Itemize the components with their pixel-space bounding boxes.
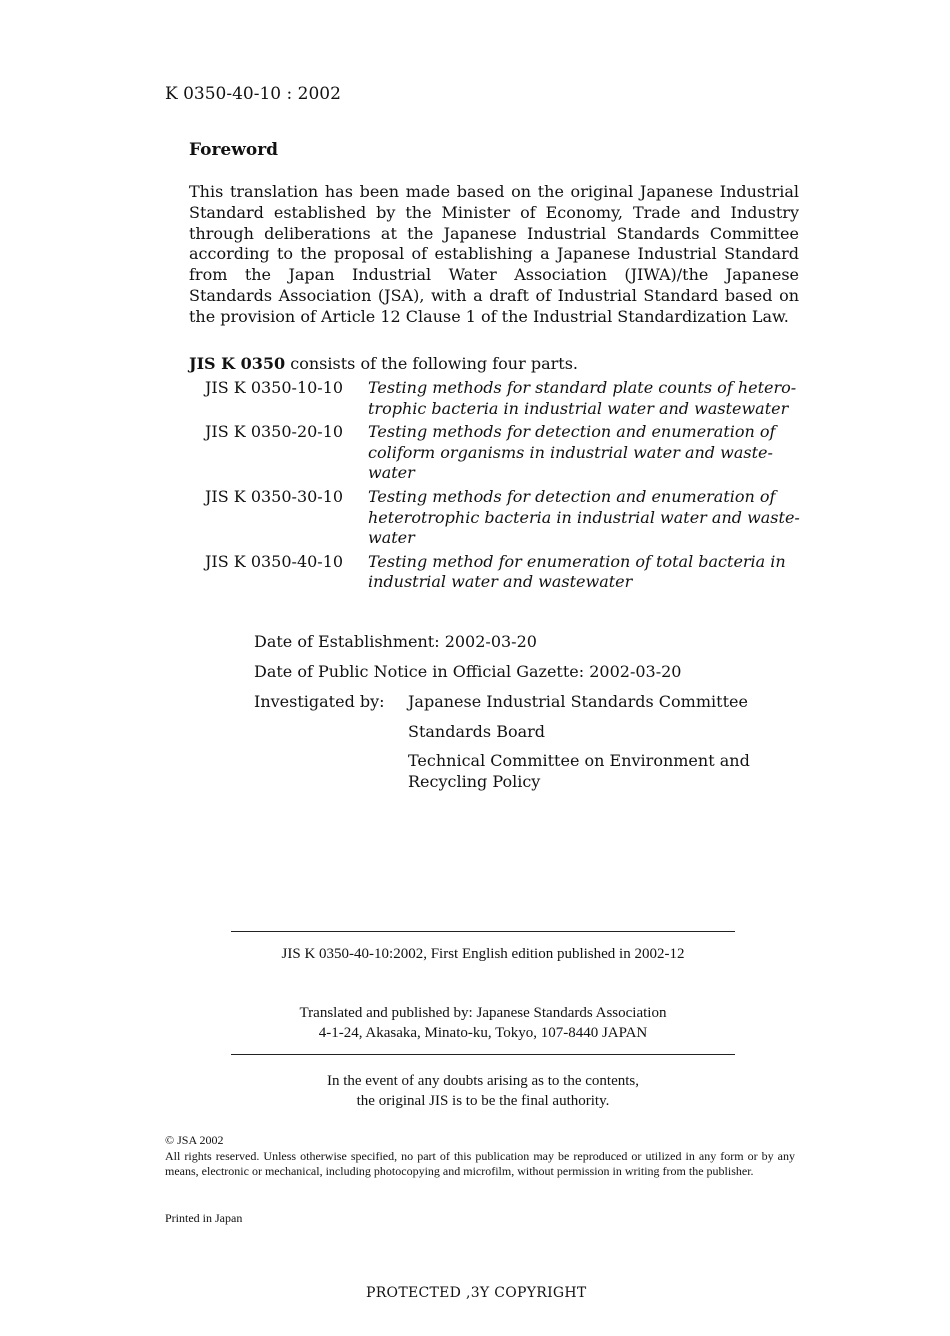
protected-footer: PROTECTED ,3Y COPYRIGHT bbox=[366, 1285, 587, 1301]
foreword-heading: Foreword bbox=[189, 140, 279, 160]
part-title: Testing methods for detection and enumeration of coliform organisms in industrial water and waste- water bbox=[368, 422, 776, 483]
divider-bottom bbox=[231, 1054, 735, 1055]
authority-line: In the event of any doubts arising as to the contents, bbox=[326, 1073, 639, 1089]
part-title: Testing methods for detection and enumeration of heterotrophic bacteria in industrial water and waste- water bbox=[368, 486, 800, 548]
publisher-address: 4-1-24, Akasaka, Minato-ku, Tokyo, 107-8440 JAPAN bbox=[318, 1025, 648, 1041]
parts-intro-standard: JIS K 0350 bbox=[189, 354, 286, 373]
part-number: JIS K 0350-40-10 bbox=[205, 551, 344, 571]
investigating-body: Japanese Industrial Standards Committee bbox=[408, 692, 748, 711]
part-item bbox=[205, 378, 805, 419]
copyright-notice: © JSA 2002 bbox=[165, 1133, 224, 1147]
investigating-body: Technical Committee on Environment and Recycling Policy bbox=[408, 751, 750, 791]
investigating-body: Standards Board bbox=[408, 721, 546, 741]
copyright-block bbox=[165, 1133, 795, 1180]
printed-in: Printed in Japan bbox=[165, 1211, 243, 1225]
part-number: JIS K 0350-30-10 bbox=[205, 486, 344, 506]
standard-id: K 0350-40-10 : 2002 bbox=[165, 84, 341, 104]
publisher-block bbox=[231, 1003, 735, 1043]
investigated-by bbox=[254, 692, 788, 801]
parts-intro bbox=[189, 354, 578, 373]
authority-note bbox=[231, 1071, 735, 1111]
divider-top bbox=[231, 931, 735, 932]
parts-intro-text: consists of the following four parts. bbox=[285, 354, 578, 373]
part-number: JIS K 0350-10-10 bbox=[205, 378, 344, 397]
foreword-paragraph: This translation has been made based on the original Japanese Industrial Standard established by the Minister of Economy, Trade and Industry through deliberations at the Japanese Industrial Standards Committee according to the proposal of establishing a Japanese Industrial Standard from the Japan Industrial Water Association (JIWA)/the Japanese Standards Association (JSA), with a draft of Industrial Standard based on the provision of Article 12 Clause 1 of the Industrial Standardization Law. bbox=[189, 182, 799, 326]
part-item bbox=[205, 487, 805, 549]
part-item bbox=[205, 422, 805, 484]
investigated-by-bodies bbox=[408, 692, 788, 801]
rights-statement: All rights reserved. Unless otherwise specified, no part of this publication may be reproduced or utilized in any form or by any means, electronic or mechanical, including photocopying and microfilm, without permission in writing from the publisher. bbox=[165, 1148, 795, 1179]
date-of-public-notice: Date of Public Notice in Official Gazette: 2002-03-20 bbox=[254, 662, 682, 681]
part-item bbox=[205, 552, 805, 593]
edition-line: JIS K 0350-40-10:2002, First English edition published in 2002-12 bbox=[281, 946, 685, 962]
date-of-establishment: Date of Establishment: 2002-03-20 bbox=[254, 632, 537, 651]
authority-line: the original JIS is to be the final authority. bbox=[356, 1093, 610, 1109]
part-title: Testing method for enumeration of total bacteria in industrial water and wastewater bbox=[368, 551, 786, 592]
part-number: JIS K 0350-20-10 bbox=[205, 422, 344, 442]
publisher-name: Translated and published by: Japanese Standards Association bbox=[299, 1005, 667, 1021]
investigated-by-label: Investigated by: bbox=[254, 692, 385, 711]
part-title: Testing methods for standard plate counts of hetero- trophic bacteria in industrial water and wastewater bbox=[368, 378, 797, 418]
parts-list bbox=[205, 378, 805, 596]
